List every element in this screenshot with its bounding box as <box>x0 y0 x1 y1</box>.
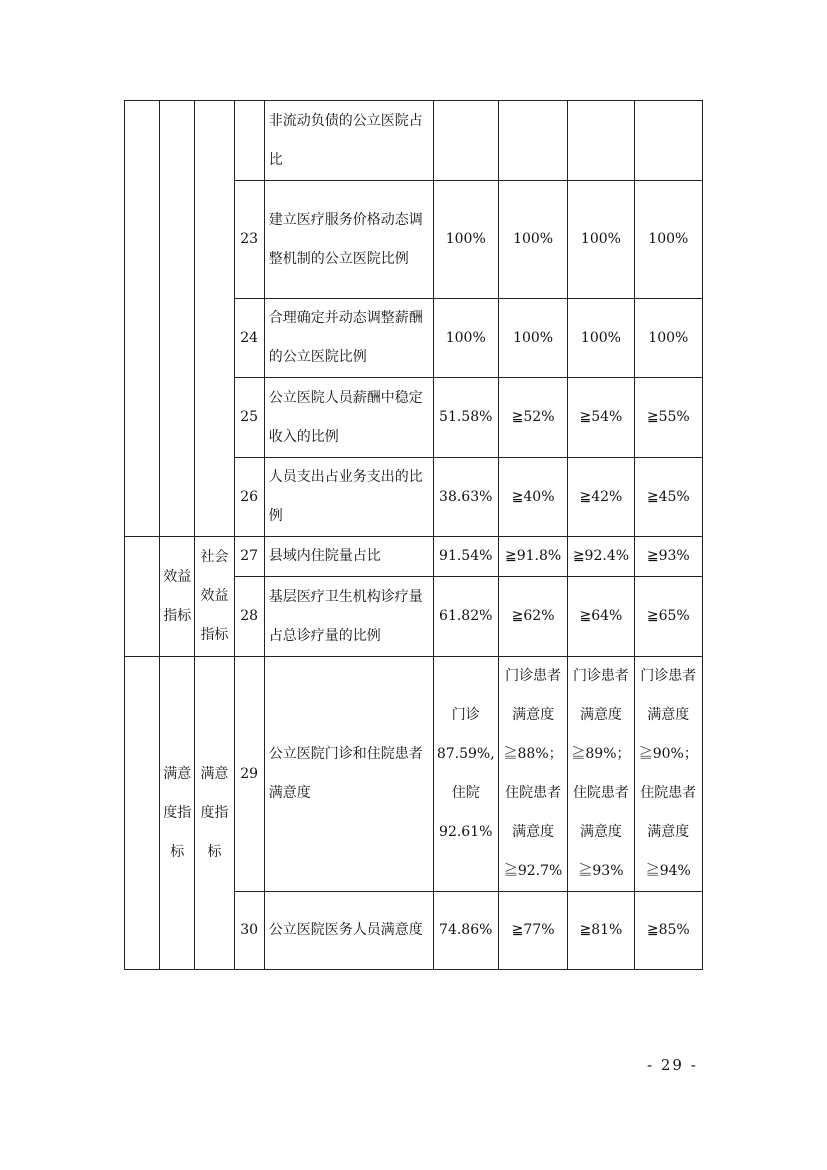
indicator-name: 县域内住院量占比 <box>264 537 433 577</box>
indicator-table <box>124 100 703 970</box>
target-value: 100% <box>634 299 702 378</box>
empty-cell <box>160 101 195 537</box>
table-row <box>125 101 703 181</box>
target-value <box>498 101 567 181</box>
target-value: ≧77% <box>498 892 567 970</box>
target-value <box>568 101 634 181</box>
target-value: ≧64% <box>568 577 634 657</box>
baseline-value: 74.86% <box>433 892 498 970</box>
subcategory-social-benefit: 社会效益指标 <box>195 537 234 657</box>
baseline-value: 38.63% <box>433 458 498 537</box>
target-value: ≧54% <box>568 378 634 458</box>
target-value: ≧40% <box>498 458 567 537</box>
target-value: 门诊患者满意度≧90%；住院患者满意度≧94% <box>634 657 702 892</box>
target-value: ≧85% <box>634 892 702 970</box>
target-value: ≧52% <box>498 378 567 458</box>
row-number: 25 <box>234 378 264 458</box>
baseline-value: 51.58% <box>433 378 498 458</box>
indicator-name: 基层医疗卫生机构诊疗量占总诊疗量的比例 <box>264 577 433 657</box>
category-benefit: 效益指标 <box>160 537 195 657</box>
baseline-value: 100% <box>433 299 498 378</box>
blank-cell <box>125 537 160 657</box>
page-number: - 29 - <box>647 1056 698 1074</box>
row-number <box>234 101 264 181</box>
empty-cell <box>195 101 234 537</box>
row-number: 28 <box>234 577 264 657</box>
indicator-name: 非流动负债的公立医院占比 <box>264 101 433 181</box>
row-number: 29 <box>234 657 264 892</box>
row-number: 24 <box>234 299 264 378</box>
blank-cell <box>125 657 160 970</box>
target-value: ≧93% <box>634 537 702 577</box>
target-value: 100% <box>498 181 567 299</box>
baseline-value: 100% <box>433 181 498 299</box>
row-number: 30 <box>234 892 264 970</box>
target-value: 100% <box>498 299 567 378</box>
subcategory-satisfaction: 满意度指标 <box>195 657 234 970</box>
target-value: ≧92.4% <box>568 537 634 577</box>
target-value: ≧81% <box>568 892 634 970</box>
category-satisfaction: 满意度指标 <box>160 657 195 970</box>
indicator-name: 建立医疗服务价格动态调整机制的公立医院比例 <box>264 181 433 299</box>
row-number: 27 <box>234 537 264 577</box>
indicator-name: 人员支出占业务支出的比例 <box>264 458 433 537</box>
row-number: 26 <box>234 458 264 537</box>
target-value: 门诊患者满意度≧88%；住院患者满意度≧92.7% <box>498 657 567 892</box>
indicator-name: 公立医院人员薪酬中稳定收入的比例 <box>264 378 433 458</box>
indicator-name: 公立医院医务人员满意度 <box>264 892 433 970</box>
target-value: 100% <box>634 181 702 299</box>
target-value: 门诊患者满意度≧89%；住院患者满意度≧93% <box>568 657 634 892</box>
baseline-value: 门诊87.59%,住院92.61% <box>433 657 498 892</box>
indicator-name: 合理确定并动态调整薪酬的公立医院比例 <box>264 299 433 378</box>
table-row <box>125 537 703 577</box>
target-value <box>634 101 702 181</box>
target-value: ≧42% <box>568 458 634 537</box>
target-value: ≧91.8% <box>498 537 567 577</box>
empty-cell <box>125 101 160 537</box>
target-value: 100% <box>568 299 634 378</box>
indicator-name: 公立医院门诊和住院患者满意度 <box>264 657 433 892</box>
row-number: 23 <box>234 181 264 299</box>
target-value: ≧65% <box>634 577 702 657</box>
target-value: 100% <box>568 181 634 299</box>
target-value: ≧55% <box>634 378 702 458</box>
baseline-value: 91.54% <box>433 537 498 577</box>
target-value: ≧45% <box>634 458 702 537</box>
target-value: ≧62% <box>498 577 567 657</box>
table-row <box>125 657 703 892</box>
baseline-value <box>433 101 498 181</box>
baseline-value: 61.82% <box>433 577 498 657</box>
